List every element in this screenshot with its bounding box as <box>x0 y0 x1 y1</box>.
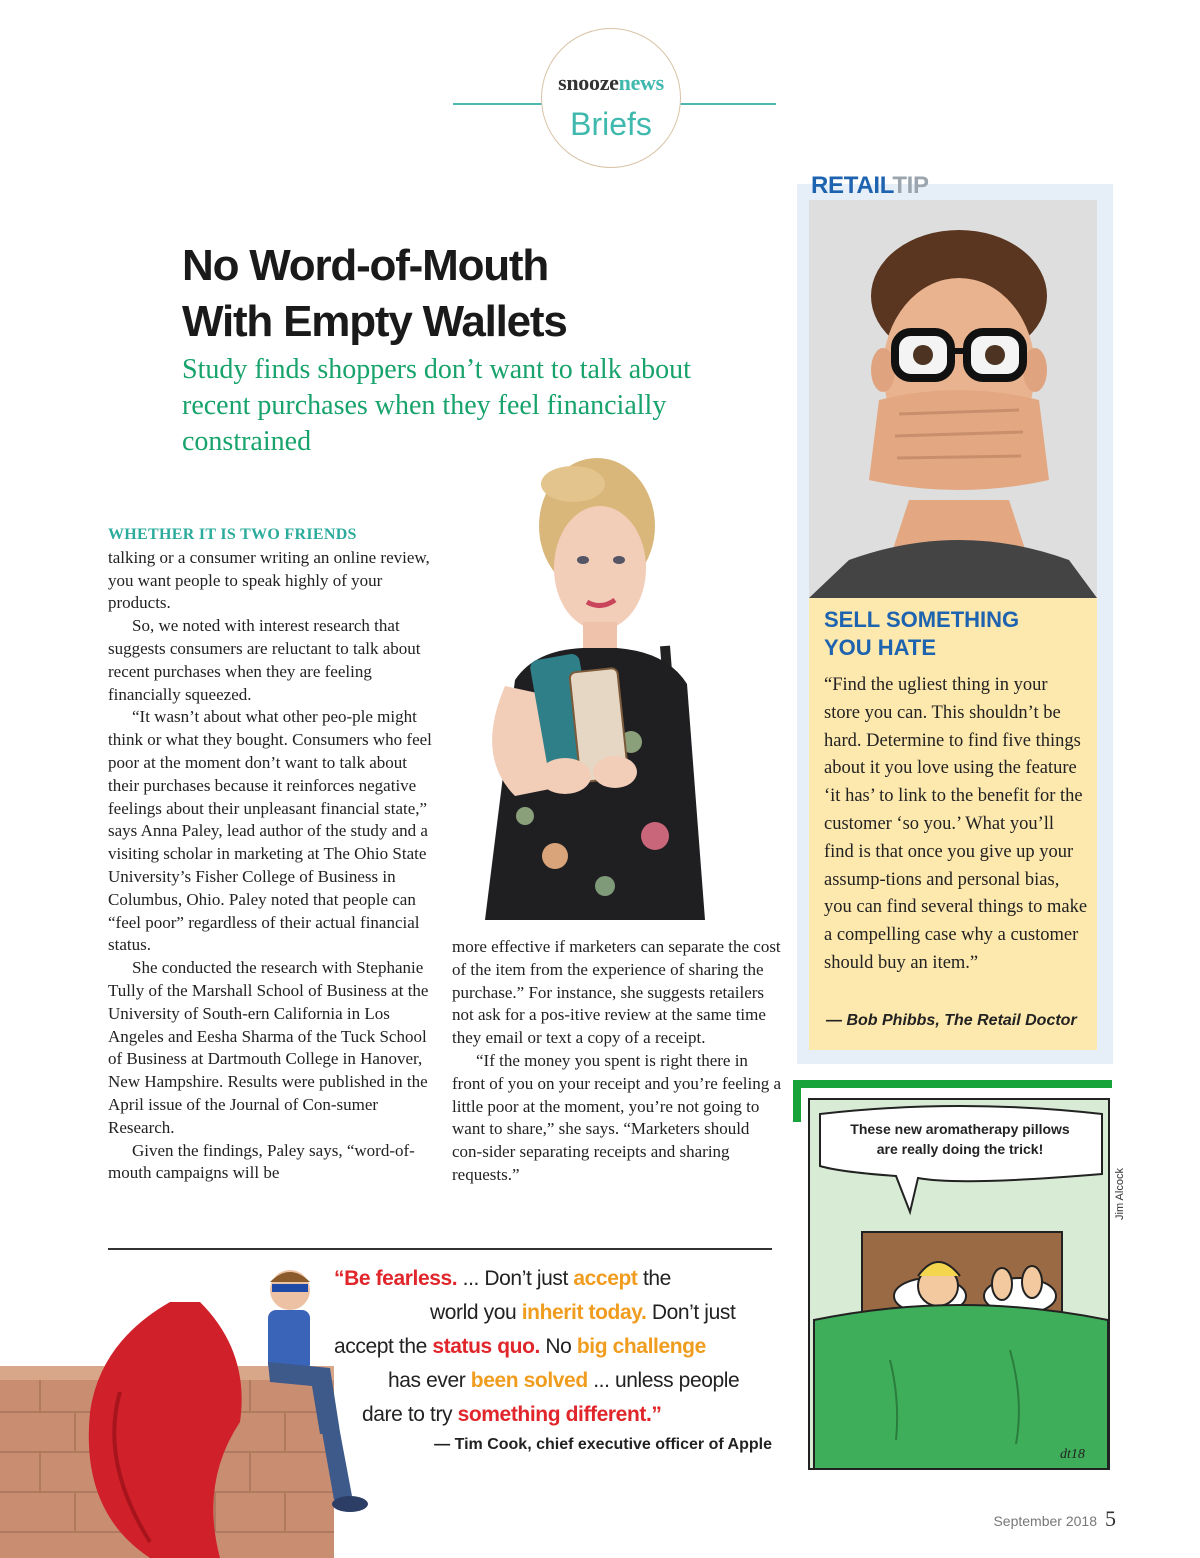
retail-tip-quote: “Find the ugliest thing in your store you can. This shouldn’t be hard. Determine to find five things about it you love using the feature ‘it has’ to link to the benefit for the customer ‘so you.’ What you’ll find is that once you give up your assump-tions and personal bias, you can find several things to make a compelling case why a customer should buy an item.” <box>824 675 1088 973</box>
cartoon-panel <box>808 1098 1110 1470</box>
article-paragraph: “If the money you spent is right there in front of you on your receipt and you’re feeling a little poor at the moment, you’re not going to want to share,” she says. “Marketers should con-sider separating receipts and sharing requests.” <box>452 1050 782 1184</box>
pull-quote-line-3 <box>334 1330 706 1364</box>
cartoon-signature: dt18 <box>1060 1447 1085 1462</box>
article-headline <box>182 238 742 350</box>
cartoon-speech-line-1: These new aromatherapy pillows <box>850 1121 1070 1137</box>
pull-quote-line-4 <box>388 1364 739 1398</box>
pq-text: status quo. <box>432 1335 540 1358</box>
article-deck: Study finds shoppers don’t want to talk about recent purchases when they feel financially constrained <box>182 354 691 457</box>
footer-date: September 2018 <box>993 1513 1097 1529</box>
pq-text: ... Don’t just <box>457 1267 574 1290</box>
surprised-man-photo <box>809 200 1097 598</box>
cartoon-credit: Jim Alcock <box>1114 1168 1126 1220</box>
pull-quote-line-5 <box>362 1398 662 1432</box>
article-paragraph: Given the findings, Paley says, “word-of-mouth campaigns will be <box>108 1140 415 1183</box>
cartoon-drawing <box>810 1100 1110 1470</box>
headline-line-1: No Word-of-Mouth <box>182 241 549 290</box>
cartoon-speech-line-2: are really doing the trick! <box>876 1141 1044 1157</box>
article-paragraph: “It wasn’t about what other peo-ple might think or what they bought. Consumers who feel poor at the moment don’t want to talk about their purchases because it reinforces negative feelings about their unpleasant financial state,” says Anna Paley, lead author of the study and a visiting scholar in marketing at The Ohio State University’s Fisher College of Business in Columbus, Ohio. Paley noted that people can “feel poor” regardless of their actual financial status. <box>108 707 432 955</box>
pq-text: accept the <box>334 1335 433 1358</box>
retail-tip-heading-line-2: YOU HATE <box>824 635 937 660</box>
article-column-1 <box>108 524 438 1185</box>
cartoon-frame-top <box>793 1080 1112 1096</box>
pq-text: “Be fearless. <box>334 1267 458 1290</box>
woman-with-wallet-photo <box>455 456 755 920</box>
pq-text: been solved <box>470 1369 588 1392</box>
pq-text: No <box>539 1335 577 1358</box>
pq-text: the <box>637 1267 671 1290</box>
article-paragraph: She conducted the research with Stephanie Tully of the Marshall School of Business at the University of South-ern California in Los Angeles and Eesha Sharma of the Tuck School of Business at Dartmouth College in Hanover, New Hampshire. Results were published in the April issue of the Journal of Con-sumer Research. <box>108 958 429 1137</box>
retail-tip-heading-line-1: SELL SOMETHING <box>824 607 1020 632</box>
pq-text: dare to try <box>362 1403 458 1426</box>
article-paragraph: talking or a consumer writing an online review, you want people to speak highly of your products. <box>108 547 430 613</box>
page-number: 5 <box>1105 1506 1116 1531</box>
article-leadin: WHETHER IT IS TWO FRIENDS <box>108 526 357 543</box>
pull-quote-attribution: — Tim Cook, chief executive officer of Apple <box>434 1436 772 1453</box>
retail-tip-label-retail: RETAIL <box>811 172 893 199</box>
pull-quote-line-2 <box>430 1296 735 1330</box>
headline-line-2: With Empty Wallets <box>182 297 567 346</box>
section-divider <box>108 1248 772 1250</box>
pull-quote-line-1 <box>334 1262 671 1296</box>
retail-tip-label-tip: TIP <box>892 172 929 199</box>
retail-tip-heading <box>824 606 1084 662</box>
pq-text: Don’t just <box>646 1301 736 1324</box>
cartoon-frame-left <box>793 1080 801 1122</box>
brand-news: news <box>618 70 664 95</box>
article-paragraph: more effective if marketers can separate the cost of the item from the experience of sharing the purchase.” For instance, she suggests retailers not ask for a pos-itive review at the same time they email or text a copy of a receipt. <box>452 937 781 1048</box>
retail-tip-attribution: — Bob Phibbs, The Retail Doctor <box>826 1012 1077 1029</box>
brand-snooze: snooze <box>558 70 619 95</box>
pq-text: has ever <box>388 1369 471 1392</box>
masthead-brand <box>541 70 681 96</box>
pq-text: accept <box>573 1267 638 1290</box>
masthead-circle <box>541 28 681 168</box>
pq-text: big challenge <box>576 1335 706 1358</box>
article-column-2 <box>452 936 782 1187</box>
pq-text: inherit today. <box>521 1301 647 1324</box>
section-title: Briefs <box>570 106 652 142</box>
page-footer <box>900 1506 1116 1532</box>
pq-text: world you <box>430 1301 522 1324</box>
pq-text: something different.” <box>457 1403 662 1426</box>
pq-text: ... unless people <box>587 1369 740 1392</box>
retail-tip-label <box>811 172 929 200</box>
article-paragraph: So, we noted with interest research that suggests consumers are reluctant to talk about recent purchases when they are feeling financially squeezed. <box>108 616 421 704</box>
